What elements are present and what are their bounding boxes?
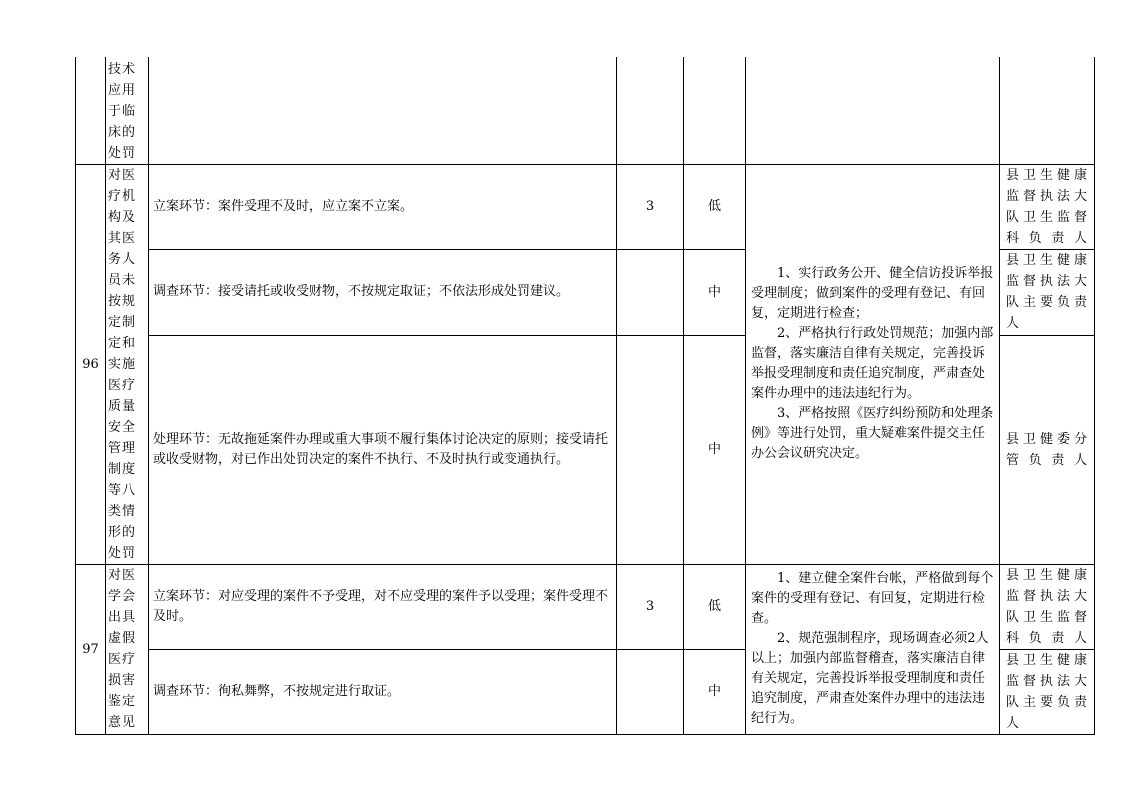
resp-cell: 县卫生健康监督执法大队主要负责人 bbox=[1000, 649, 1095, 734]
num-cell bbox=[76, 57, 106, 164]
row-number: 96 bbox=[76, 164, 106, 564]
score-cell bbox=[617, 649, 684, 734]
level-cell: 低 bbox=[684, 564, 746, 649]
item-cell bbox=[106, 564, 149, 734]
measure-item: 1、实行政务公开、健全信访投诉举报受理制度；做到案件的受理有登记、有回复，定期进行检查； bbox=[751, 266, 994, 321]
measures-cell bbox=[746, 164, 1000, 564]
step-cell: 调查环节：徇私舞弊，不按规定进行取证。 bbox=[149, 649, 617, 734]
score-cell bbox=[617, 335, 684, 564]
resp-cell bbox=[1000, 57, 1095, 164]
level-cell: 低 bbox=[684, 164, 746, 250]
measures-cell bbox=[746, 57, 1000, 164]
score-cell: 3 bbox=[617, 564, 684, 649]
measure-item: 2、严格执行行政处罚规范；加强内部监督，落实廉洁自律有关规定，完善投诉举报受理制度和责任追究制度，严肃查处案件办理中的违法违纪行为。 bbox=[751, 326, 994, 401]
measures-cell bbox=[746, 564, 1000, 734]
item-text: 对医疗机构及其医务人员未按规定制定和实施医疗质量安全管理制度等八类情形的处罚 bbox=[108, 167, 137, 561]
item-text: 技术应用于临床的处罚 bbox=[108, 61, 137, 161]
step-cell: 处理环节：无故拖延案件办理或重大事项不履行集体讨论决定的原则；接受请托或收受财物，对已作出处罚决定的案件不执行、不及时执行或变通执行。 bbox=[149, 335, 617, 564]
resp-cell: 县卫健委分管负责人 bbox=[1000, 335, 1095, 564]
score-cell bbox=[617, 57, 684, 164]
table-row-continued bbox=[76, 57, 1095, 164]
step-cell bbox=[149, 57, 617, 164]
measure-item: 2、规范强制程序，现场调查必须2人以上；加强内部监督稽查，落实廉洁自律有关规定，完善投诉举报受理制度和责任追究制度，严肃查处案件办理中的违法违纪行为。 bbox=[751, 631, 989, 726]
level-cell bbox=[684, 57, 746, 164]
row-number: 97 bbox=[76, 564, 106, 734]
level-cell: 中 bbox=[684, 250, 746, 336]
item-cell bbox=[106, 164, 149, 564]
table-row-96 bbox=[76, 164, 1095, 250]
step-cell: 立案环节：对应受理的案件不予受理，对不应受理的案件予以受理；案件受理不及时。 bbox=[149, 564, 617, 649]
level-cell: 中 bbox=[684, 649, 746, 734]
risk-table bbox=[75, 57, 1095, 735]
item-cell bbox=[106, 57, 149, 164]
resp-cell: 县卫生健康监督执法大队主要负责人 bbox=[1000, 250, 1095, 336]
item-text: 对医学会出具虚假医疗损害鉴定意见 bbox=[108, 568, 137, 730]
resp-cell: 县卫生健康监督执法大队卫生监督科负责人 bbox=[1000, 564, 1095, 649]
level-cell: 中 bbox=[684, 335, 746, 564]
resp-cell: 县卫生健康监督执法大队卫生监督科负责人 bbox=[1000, 164, 1095, 250]
step-cell: 调查环节：接受请托或收受财物，不按规定取证；不依法形成处罚建议。 bbox=[149, 250, 617, 336]
score-cell bbox=[617, 250, 684, 336]
measure-item: 3、严格按照《医疗纠纷预防和处理条例》等进行处罚，重大疑难案件提交主任办公会议研究决定。 bbox=[751, 406, 994, 461]
step-cell: 立案环节：案件受理不及时，应立案不立案。 bbox=[149, 164, 617, 250]
score-cell: 3 bbox=[617, 164, 684, 250]
measure-item: 1、建立健全案件台帐，严格做到每个案件的受理有登记、有回复，定期进行检查。 bbox=[751, 571, 994, 626]
table-row-97 bbox=[76, 564, 1095, 649]
